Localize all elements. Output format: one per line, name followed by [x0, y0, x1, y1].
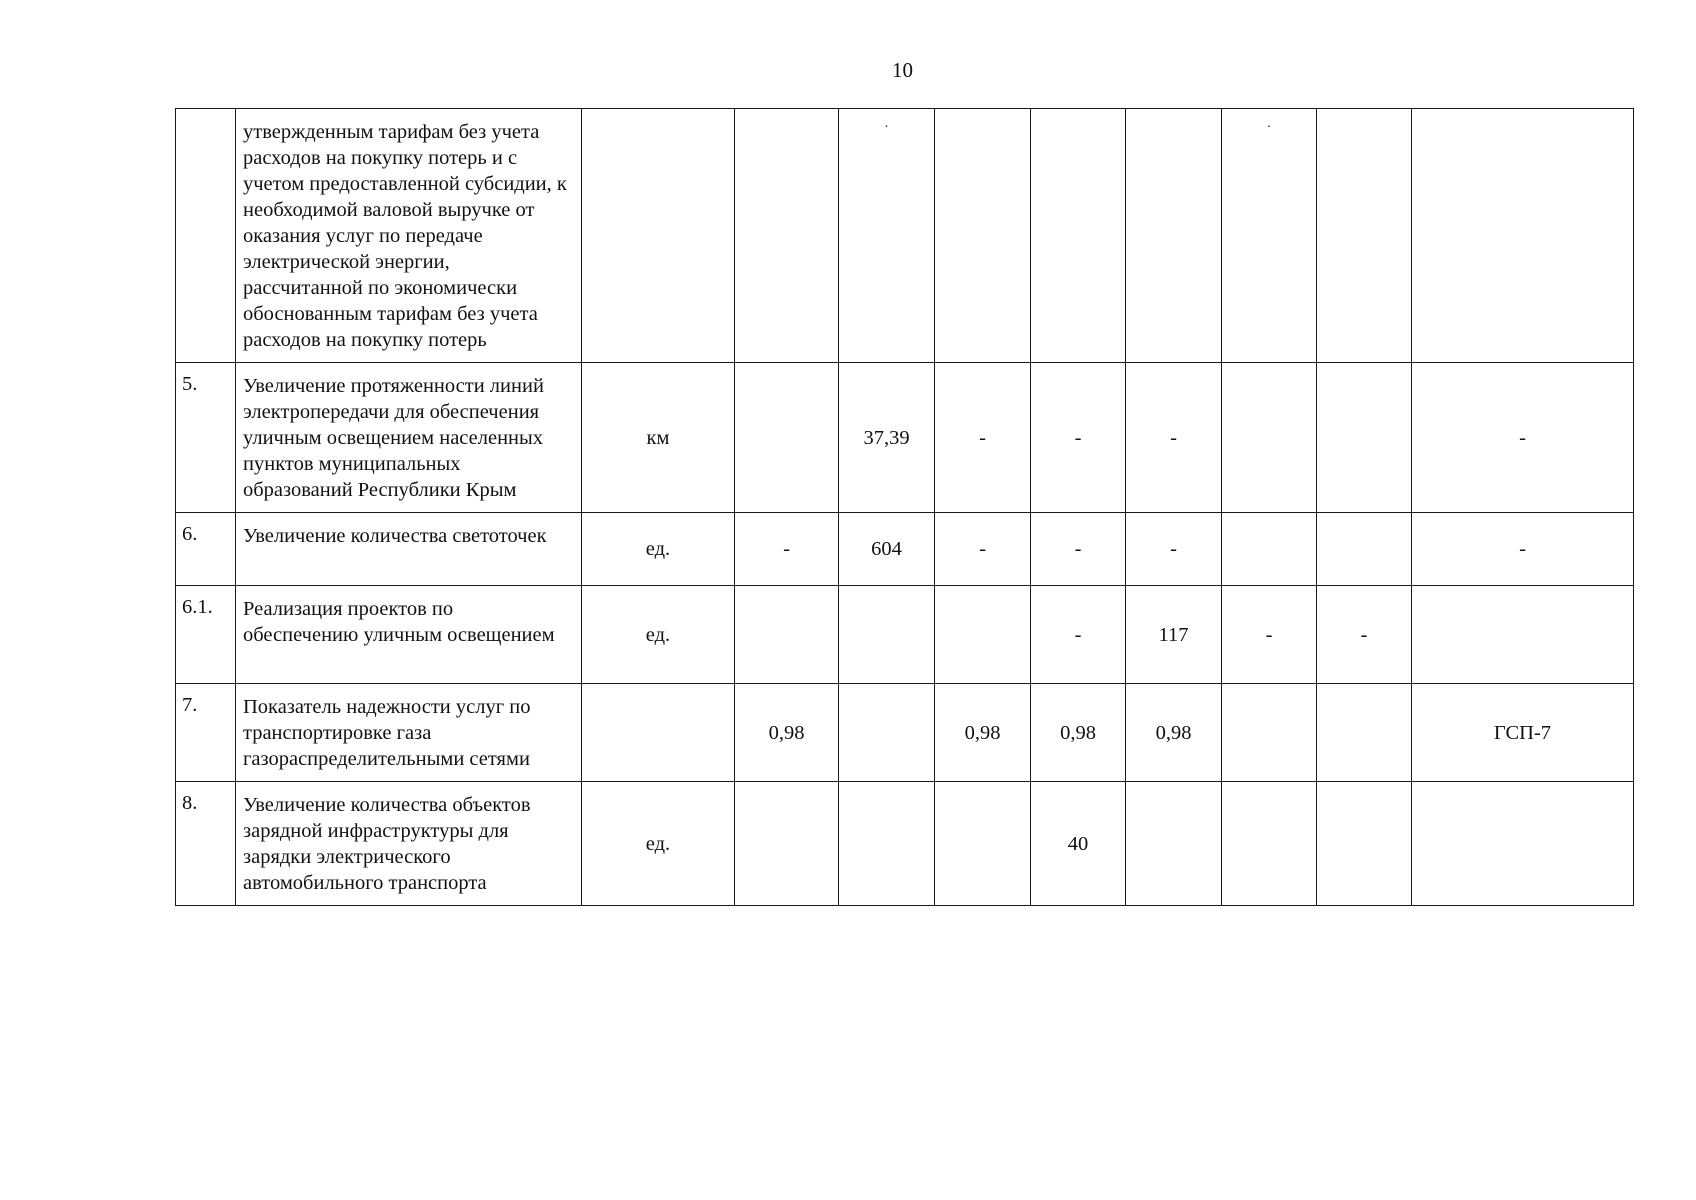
- value-cell: [1222, 782, 1317, 906]
- value-cell: 37,39: [839, 363, 935, 513]
- value-cell: [839, 684, 935, 782]
- value-cell: [935, 109, 1031, 363]
- value-cell: 40: [1031, 782, 1126, 906]
- scan-dot: ·: [884, 120, 889, 135]
- page-number: 10: [892, 58, 913, 82]
- value-cell: -: [1031, 363, 1126, 513]
- value-cell: 0,98: [1031, 684, 1126, 782]
- value-cell: 0,98: [735, 684, 839, 782]
- value-cell: -: [1412, 363, 1634, 513]
- value-cell: [1222, 513, 1317, 586]
- value-cell: [839, 782, 935, 906]
- value-cell: -: [935, 363, 1031, 513]
- value-cell: [1222, 684, 1317, 782]
- value-cell: [735, 363, 839, 513]
- value-cell: [1317, 109, 1412, 363]
- row-number: [176, 109, 236, 363]
- value-cell: 0,98: [935, 684, 1031, 782]
- value-cell: -: [1126, 363, 1222, 513]
- indicators-table: [175, 108, 1634, 906]
- unit-cell: ед.: [582, 586, 735, 684]
- value-cell: -: [1126, 513, 1222, 586]
- table-row: [176, 782, 1634, 906]
- table-row: [176, 109, 1634, 363]
- value-cell: -: [1031, 586, 1126, 684]
- value-cell: -: [935, 513, 1031, 586]
- unit-cell: ед.: [582, 513, 735, 586]
- value-cell: -: [1222, 586, 1317, 684]
- table-row: [176, 684, 1634, 782]
- value-cell: [1412, 782, 1634, 906]
- value-cell: [1317, 363, 1412, 513]
- value-cell: [1412, 109, 1634, 363]
- indicator-description: Реализация проектов по обеспечению уличным освещением: [236, 586, 582, 684]
- value-cell: [1126, 109, 1222, 363]
- table-row: [176, 513, 1634, 586]
- value-cell: -: [735, 513, 839, 586]
- unit-cell: [582, 109, 735, 363]
- row-number: 5.: [176, 363, 236, 513]
- value-cell: 604: [839, 513, 935, 586]
- row-number: 6.1.: [176, 586, 236, 684]
- value-cell: [735, 782, 839, 906]
- value-cell: [839, 586, 935, 684]
- value-cell: [1222, 109, 1317, 363]
- value-cell: [1222, 363, 1317, 513]
- indicator-description: Увеличение количества объектов зарядной инфраструктуры для зарядки электрического автомобильного транспорта: [236, 782, 582, 906]
- value-cell: [839, 109, 935, 363]
- scan-dot: ·: [1266, 120, 1272, 135]
- value-cell: [735, 586, 839, 684]
- row-number: 8.: [176, 782, 236, 906]
- row-number: 6.: [176, 513, 236, 586]
- value-cell: 117: [1126, 586, 1222, 684]
- value-cell: [1031, 109, 1126, 363]
- table-row: [176, 363, 1634, 513]
- indicator-description: Увеличение протяженности линий электропередачи для обеспечения уличным освещением населенных пунктов муниципальных образований Республики Крым: [236, 363, 582, 513]
- unit-cell: ед.: [582, 782, 735, 906]
- value-cell: -: [1412, 513, 1634, 586]
- value-cell: [935, 586, 1031, 684]
- unit-cell: км: [582, 363, 735, 513]
- value-cell: 0,98: [1126, 684, 1222, 782]
- value-cell: ГСП-7: [1412, 684, 1634, 782]
- value-cell: [735, 109, 839, 363]
- value-cell: [1126, 782, 1222, 906]
- value-cell: [1317, 513, 1412, 586]
- indicator-description: утвержденным тарифам без учета расходов на покупку потерь и с учетом предоставленной субсидии, к необходимой валовой выручке от оказания услуг по передаче электрической энергии, рассчитанной по экономически обоснованным тарифам без учета расходов на покупку потерь: [236, 109, 582, 363]
- value-cell: [935, 782, 1031, 906]
- value-cell: -: [1317, 586, 1412, 684]
- unit-cell: [582, 684, 735, 782]
- value-cell: [1317, 782, 1412, 906]
- indicator-description: Увеличение количества светоточек: [236, 513, 582, 586]
- table-row: [176, 586, 1634, 684]
- value-cell: [1317, 684, 1412, 782]
- indicator-description: Показатель надежности услуг по транспортировке газа газораспределительными сетями: [236, 684, 582, 782]
- row-number: 7.: [176, 684, 236, 782]
- value-cell: -: [1031, 513, 1126, 586]
- value-cell: [1412, 586, 1634, 684]
